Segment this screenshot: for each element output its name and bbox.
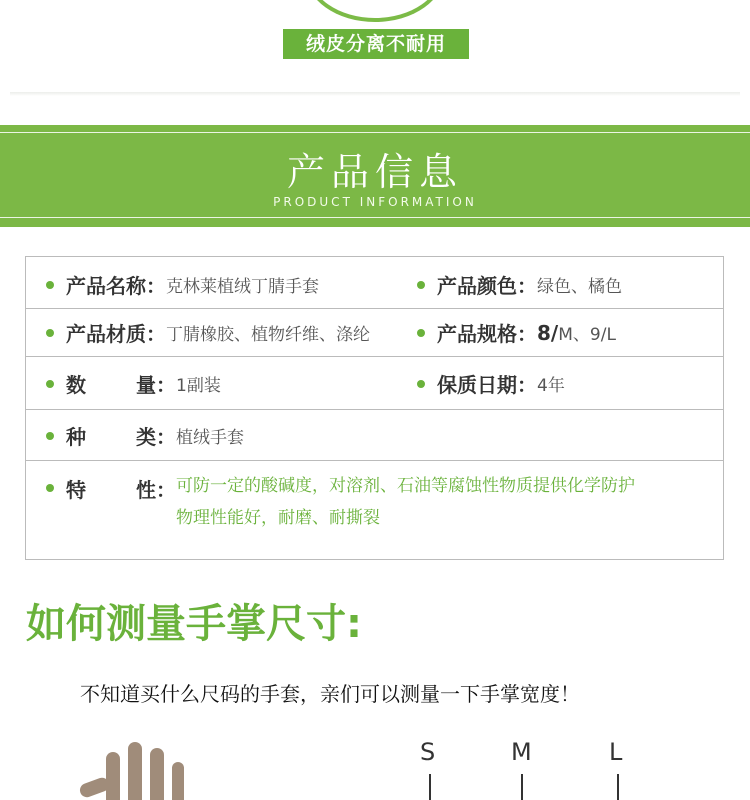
table-rule [26, 356, 723, 357]
info-row-color [417, 270, 622, 299]
info-row-shelf-life [417, 369, 565, 398]
section-banner [0, 125, 750, 227]
quantity-label-second: 量： [136, 373, 176, 397]
material-value: 丁腈橡胶、植物纤维、涤纶 [166, 325, 370, 345]
top-section [0, 0, 750, 100]
banner-rule-top [0, 132, 750, 133]
bullet-icon [46, 484, 54, 492]
type-value: 植绒手套 [176, 428, 244, 448]
divider [10, 92, 740, 96]
info-row-name [46, 270, 319, 299]
info-row-material [46, 318, 370, 347]
name-label: 产品名称： [66, 274, 166, 298]
spec-value: M、9/L [558, 325, 616, 345]
measure-subtitle: 不知道买什么尺码的手套，亲们可以测量一下手掌宽度！ [80, 682, 580, 706]
bullet-icon [417, 380, 425, 388]
size-label-m: M [511, 738, 532, 766]
feature-line-1: 可防一定的酸碱度，对溶剂、石油等腐蚀性物质提供化学防护 [176, 476, 635, 496]
quantity-value: 1副装 [176, 376, 221, 396]
type-label-first: 种 [66, 425, 86, 449]
info-row-feature [46, 474, 635, 534]
feature-line-2: 物理性能好，耐磨、耐撕裂 [176, 508, 380, 528]
shelf-life-value: 4年 [537, 376, 565, 396]
size-label-s: S [420, 738, 436, 766]
bullet-icon [46, 281, 54, 289]
info-row-type [46, 421, 244, 450]
material-label: 产品材质： [66, 322, 166, 346]
banner-subtitle: PRODUCT INFORMATION [273, 195, 477, 209]
info-row-quantity [46, 369, 221, 398]
bullet-icon [46, 329, 54, 337]
table-rule [26, 460, 723, 461]
bullet-icon [46, 432, 54, 440]
shelf-life-label: 保质日期： [437, 373, 537, 397]
size-marker-m [521, 774, 523, 800]
spec-label: 产品规格： [437, 322, 537, 346]
bullet-icon [417, 281, 425, 289]
color-label: 产品颜色： [437, 274, 537, 298]
size-marker-s [429, 774, 431, 800]
spec-value-large: 8/ [537, 320, 559, 345]
feature-text [176, 474, 635, 534]
size-label-l: L [609, 738, 623, 766]
table-rule [26, 308, 723, 309]
illustration-circle [305, 0, 445, 22]
name-value: 克林莱植绒丁腈手套 [166, 277, 319, 297]
feature-label-second: 性： [136, 478, 176, 502]
bullet-icon [417, 329, 425, 337]
banner-title: 产品信息 [286, 150, 463, 194]
size-marker-l [617, 774, 619, 800]
type-label-second: 类： [136, 425, 176, 449]
measure-title: 如何测量手掌尺寸: [26, 601, 362, 647]
hand-illustration [70, 740, 200, 800]
bullet-icon [46, 380, 54, 388]
banner-rule-bottom [0, 217, 750, 218]
info-row-spec [417, 318, 616, 347]
color-value: 绿色、橘色 [537, 277, 622, 297]
quantity-label-first: 数 [66, 373, 86, 397]
feature-label-first: 特 [66, 478, 86, 502]
defect-label: 绒皮分离不耐用 [283, 29, 469, 59]
table-rule [26, 409, 723, 410]
